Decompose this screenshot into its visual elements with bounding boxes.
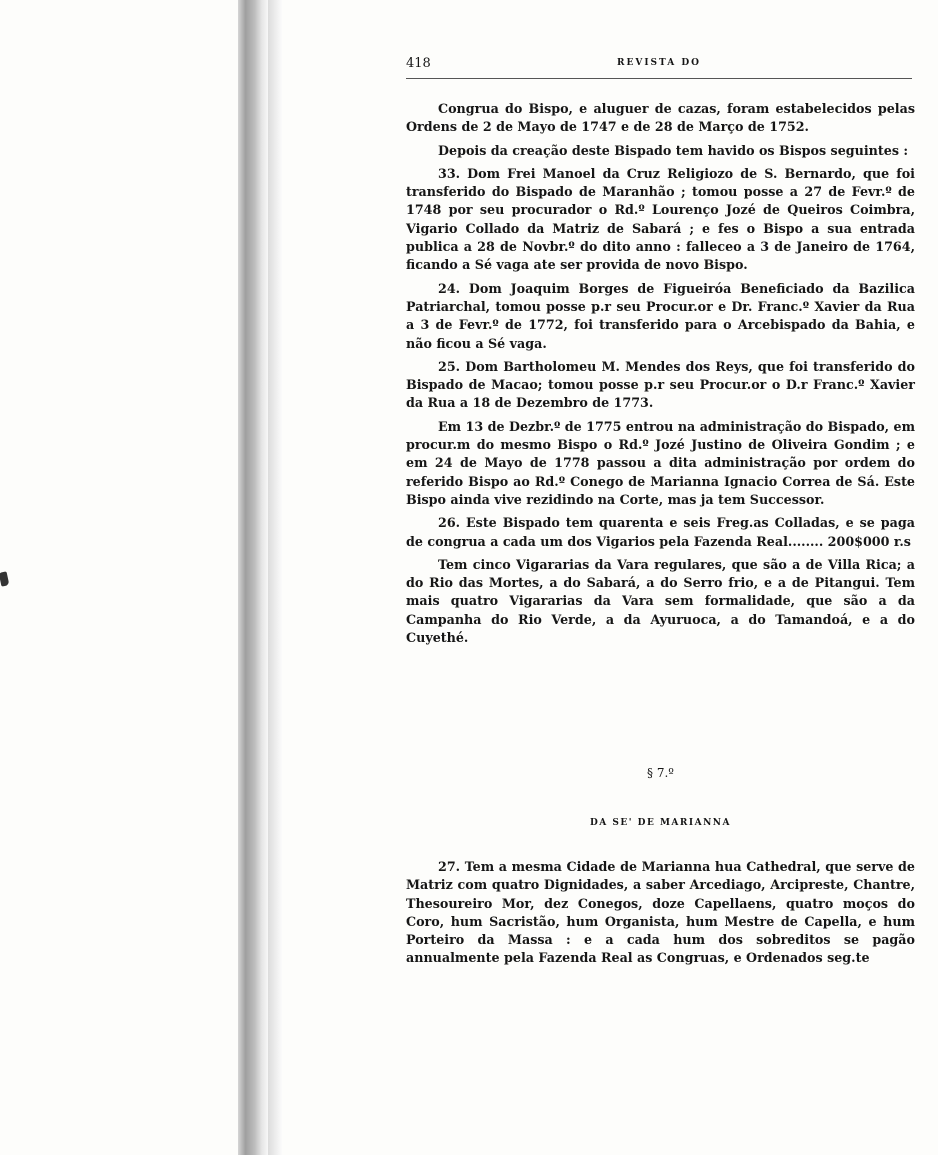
paragraph: 26. Este Bispado tem quarenta e seis Freg.as Colladas, e se paga de congrua a cada um dos Vigarios pela Fazenda Real........ 200$000 r.s (406, 515, 915, 549)
section-mark: § 7.º (647, 766, 674, 780)
running-head: REVISTA DO (617, 58, 701, 68)
page-number: 418 (406, 56, 431, 71)
page-header (406, 56, 912, 79)
paragraph: Em 13 de Dezbr.º de 1775 entrou na administração do Bispado, em procur.m do mesmo Bispo o Rd.º Jozé Justino de Oliveira Gondim ; e em 24 de Mayo de 1778 passou a dita administração por ordem do referido Bispo ao Rd.º Conego de Marianna Ignacio Correa de Sá. Este Bispo ainda vive rezidindo na Corte, mas ja tem Successor. (406, 418, 916, 507)
section-text (406, 858, 915, 968)
paragraph: Congrua do Bispo, e aluguer de cazas, foram estabelecidos pelas Ordens de 2 de Mayo de 1747 e de 28 de Março de 1752. (406, 101, 915, 135)
paragraph: 27. Tem a mesma Cidade de Marianna hua Cathedral, que serve de Matriz com quatro Dignidades, a saber Arcediago, Arcipreste, Chantre, Thesoureiro Mor, dez Conegos, doze Capellaens, quatro moços do Coro, hum Sacristão, hum Organista, hum Mestre de Capella, e hum Porteiro da Massa : e a cada hum dos sobreditos se pagão annualmente pela Fazenda Real as Congruas, e Ordenados seg.te (406, 859, 915, 966)
paragraph: 25. Dom Bartholomeu M. Mendes dos Reys, que foi transferido do Bispado de Macao; tomou posse p.r seu Procur.or o D.r Franc.º Xavier da Rua a 18 de Dezembro de 1773. (406, 358, 915, 411)
paragraph: 24. Dom Joaquim Borges de Figueiróa Beneficiado da Bazilica Patriarchal, tomou posse p.r seu Procur.or e Dr. Franc.º Xavier da Rua a 3 de Fevr.º de 1772, foi transferido para o Arcebispado da Bahia, e não ficou a Sé vaga. (406, 280, 915, 351)
ink-speck (0, 571, 9, 586)
paragraph: Tem cinco Vigararias da Vara regulares, que são a de Villa Rica; a do Rio das Mortes, a do Sabará, a do Serro frio, e a de Pitangui. Tem mais quatro Vigararias da Vara sem formalidade, que são a da Campanha do Rio Verde, a da Ayuruoca, a do Tamandoá, e a do Cuyethé. (406, 556, 915, 646)
book-gutter-shadow (238, 0, 268, 1155)
book-gutter-edge (268, 0, 282, 1155)
main-text (406, 100, 915, 652)
paragraph: 33. Dom Frei Manoel da Cruz Religiozo de S. Bernardo, que foi transferido do Bispado de Maranhão ; tomou posse a 27 de Fevr.º de 1748 por seu procurador o Rd.º Lourenço Jozé de Queiros Coimbra, Vigario Collado da Matriz de Sabará ; e fes o Bispo a sua entrada publica a 28 de Novbr.º do dito anno : falleceo a 3 de Janeiro de 1764, ficando a Sé vaga ate ser provida de novo Bispo. (406, 165, 915, 273)
section-title: DA SE' DE MARIANNA (589, 818, 732, 828)
paragraph: Depois da creação deste Bispado tem havido os Bispos seguintes : (438, 142, 909, 158)
